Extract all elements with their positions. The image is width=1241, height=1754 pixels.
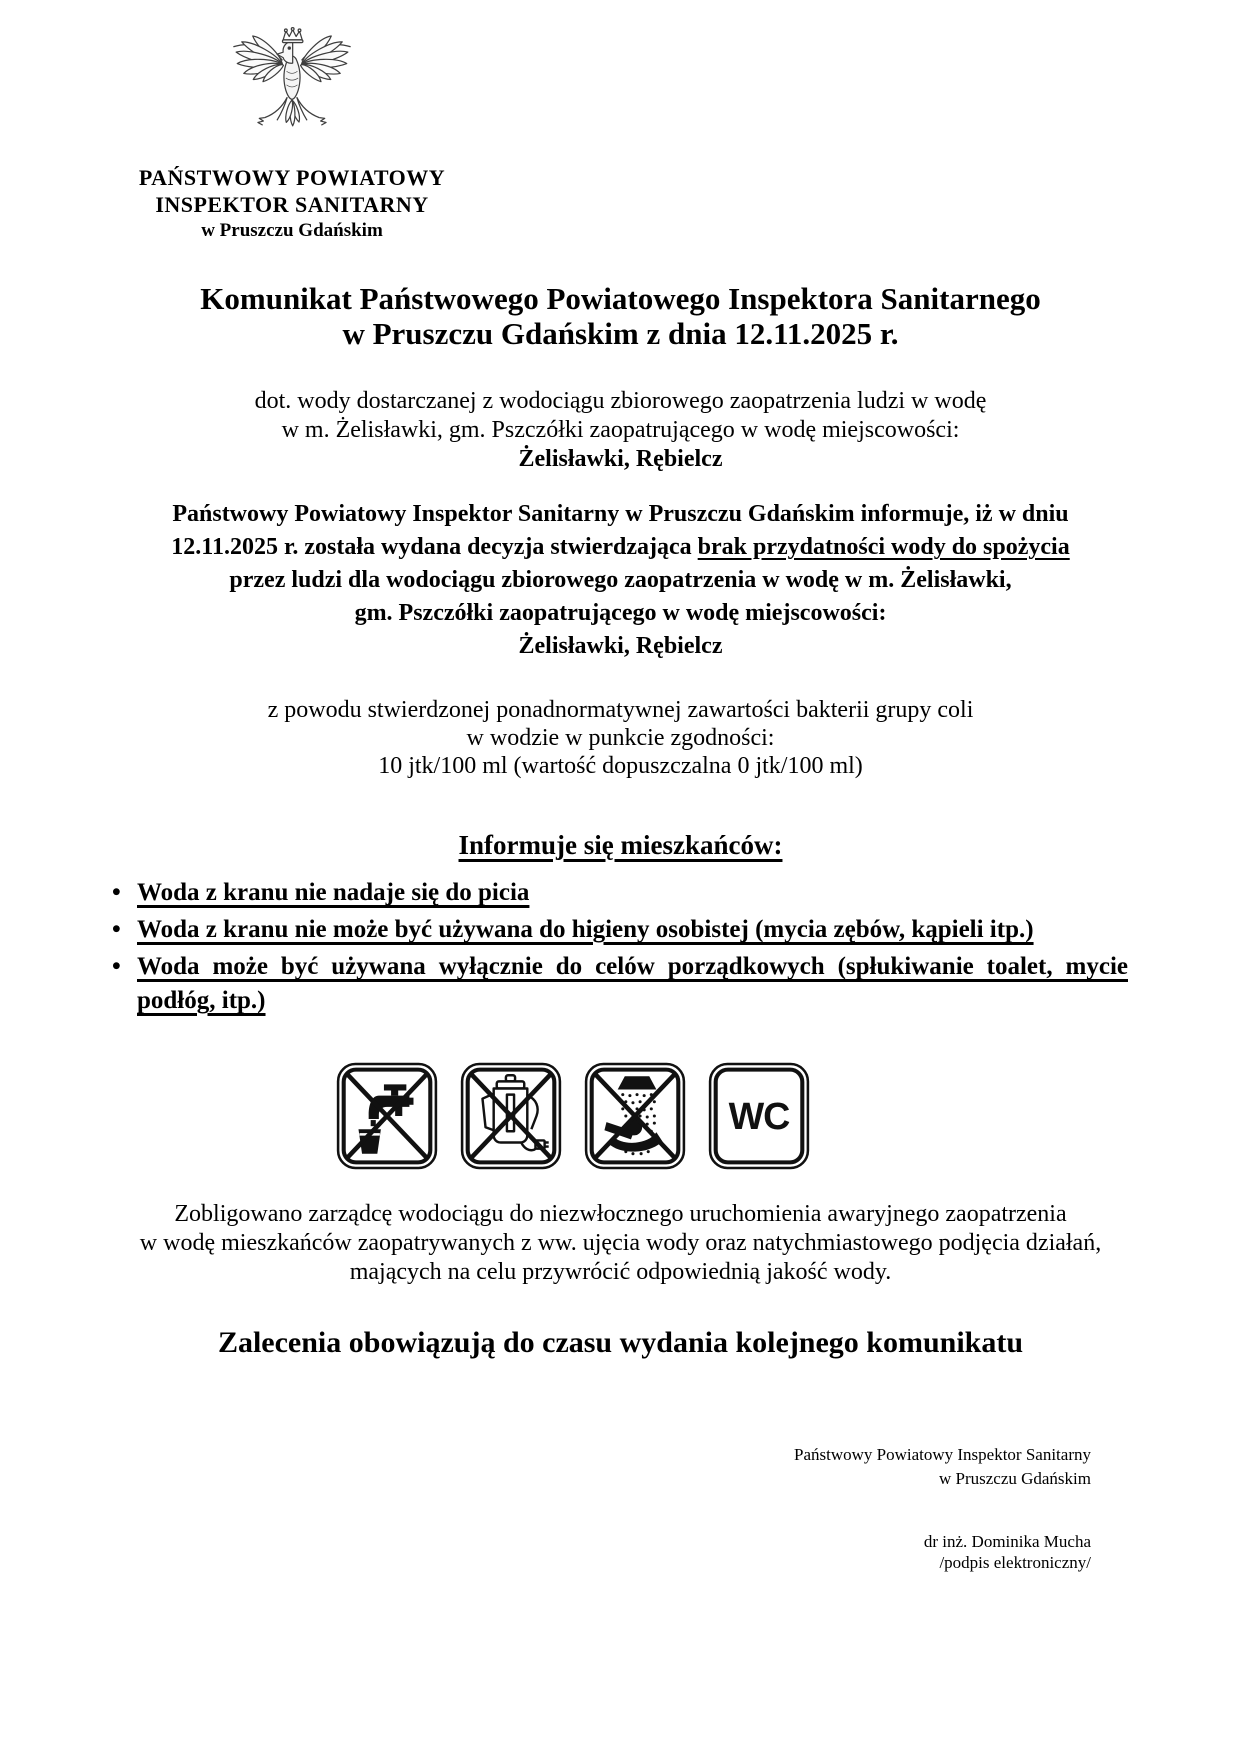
decision-line1: Państwowy Powiatowy Inspektor Sanitarny w Pruszczu Gdańskim informuje, iż w dniu	[172, 501, 1069, 527]
bullet-icon: •	[112, 916, 121, 943]
polish-eagle-emblem	[217, 18, 367, 160]
obligation-block	[0, 1200, 1241, 1287]
decision-paragraph	[0, 498, 1241, 663]
list-item	[112, 913, 1128, 947]
subject-line1: dot. wody dostarczanej z wodociągu zbiorowego zaopatrzenia ludzi w wodę	[254, 388, 987, 414]
signature-type: /podpis elektroniczny/	[939, 1553, 1091, 1572]
subject-line2: w m. Żelisławki, gm. Pszczółki zaopatrującego w wodę miejscowości:	[281, 417, 960, 443]
water-restriction-pictograms	[0, 1062, 1193, 1170]
decision-localities: Żelisławki, Rębielcz	[518, 633, 723, 659]
decision-line2-pre: 12.11.2025 r. została wydana decyzja stwierdzająca	[171, 534, 698, 560]
restriction-cleaning-only: Woda może być używana wyłącznie do celów porządkowych (spłukiwanie toalet, mycie podłóg, itp.)	[137, 953, 1128, 1014]
restriction-no-hygiene: Woda z kranu nie może być używana do higieny osobistej (mycia zębów, kąpieli itp.)	[137, 916, 1034, 943]
letterhead-org-line2: INSPEKTOR SANITARNY	[155, 192, 429, 217]
letterhead	[118, 0, 466, 243]
wc-allowed-icon	[708, 1062, 810, 1170]
cause-line3: 10 jtk/100 ml (wartość dopuszczalna 0 jtk/100 ml)	[378, 753, 863, 779]
signature-person-block	[0, 1531, 1091, 1573]
signature-org-line1: Państwowy Powiatowy Inspektor Sanitarny	[793, 1445, 1091, 1464]
obligation-line3: mających na celu przywrócić odpowiednią jakość wody.	[349, 1259, 892, 1285]
subject-block	[0, 387, 1241, 474]
list-item	[112, 876, 1128, 910]
document-title	[0, 281, 1241, 351]
document-title-line1: Komunikat Państwowego Powiatowego Inspektora Sanitarnego	[200, 281, 1041, 316]
obligation-line1: Zobligowano zarządcę wodociągu do niezwłocznego uruchomienia awaryjnego zaopatrzenia	[174, 1201, 1067, 1227]
residents-info-heading-text: Informuje się mieszkańców:	[458, 830, 783, 860]
no-shower-icon	[584, 1062, 686, 1170]
bullet-icon: •	[112, 879, 121, 906]
document-title-line2: w Pruszczu Gdańskim z dnia 12.11.2025 r.	[342, 316, 899, 351]
letterhead-org-line1: PAŃSTWOWY POWIATOWY	[138, 165, 446, 190]
decision-line2	[0, 531, 1241, 564]
cause-block	[0, 696, 1241, 780]
decision-line4: gm. Pszczółki zaopatrującego w wodę miejscowości:	[354, 600, 887, 626]
subject-localities: Żelisławki, Rębielcz	[518, 446, 723, 472]
cause-line1: z powodu stwierdzonej ponadnormatywnej zawartości bakterii grupy coli	[267, 697, 974, 723]
validity-notice: Zalecenia obowiązują do czasu wydania kolejnego komunikatu	[217, 1326, 1024, 1359]
signature-name: dr inż. Dominika Mucha	[923, 1532, 1091, 1551]
signature-org-line2: w Pruszczu Gdańskim	[938, 1469, 1091, 1488]
decision-unfit-water-statement: brak przydatności wody do spożycia	[697, 534, 1070, 560]
list-item	[112, 950, 1128, 1018]
obligation-line2: w wodę mieszkańców zaopatrywanych z ww. ujęcia wody oraz natychmiastowego podjęcia działań,	[139, 1230, 1102, 1256]
cause-line2: w wodzie w punkcie zgodności:	[466, 725, 775, 751]
residents-info-heading	[0, 830, 1241, 861]
restrictions-list	[112, 876, 1128, 1018]
wc-label: WC	[728, 1095, 789, 1138]
no-drinking-water-icon	[336, 1062, 438, 1170]
letterhead-org-line3: w Pruszczu Gdańskim	[201, 220, 383, 241]
bullet-icon: •	[112, 953, 121, 980]
signature-org-block	[0, 1443, 1091, 1491]
restriction-no-drinking: Woda z kranu nie nadaje się do picia	[137, 879, 530, 906]
decision-line3: przez ludzi dla wodociągu zbiorowego zaopatrzenia w wodę w m. Żelisławki,	[229, 567, 1012, 593]
no-kettle-icon	[460, 1062, 562, 1170]
